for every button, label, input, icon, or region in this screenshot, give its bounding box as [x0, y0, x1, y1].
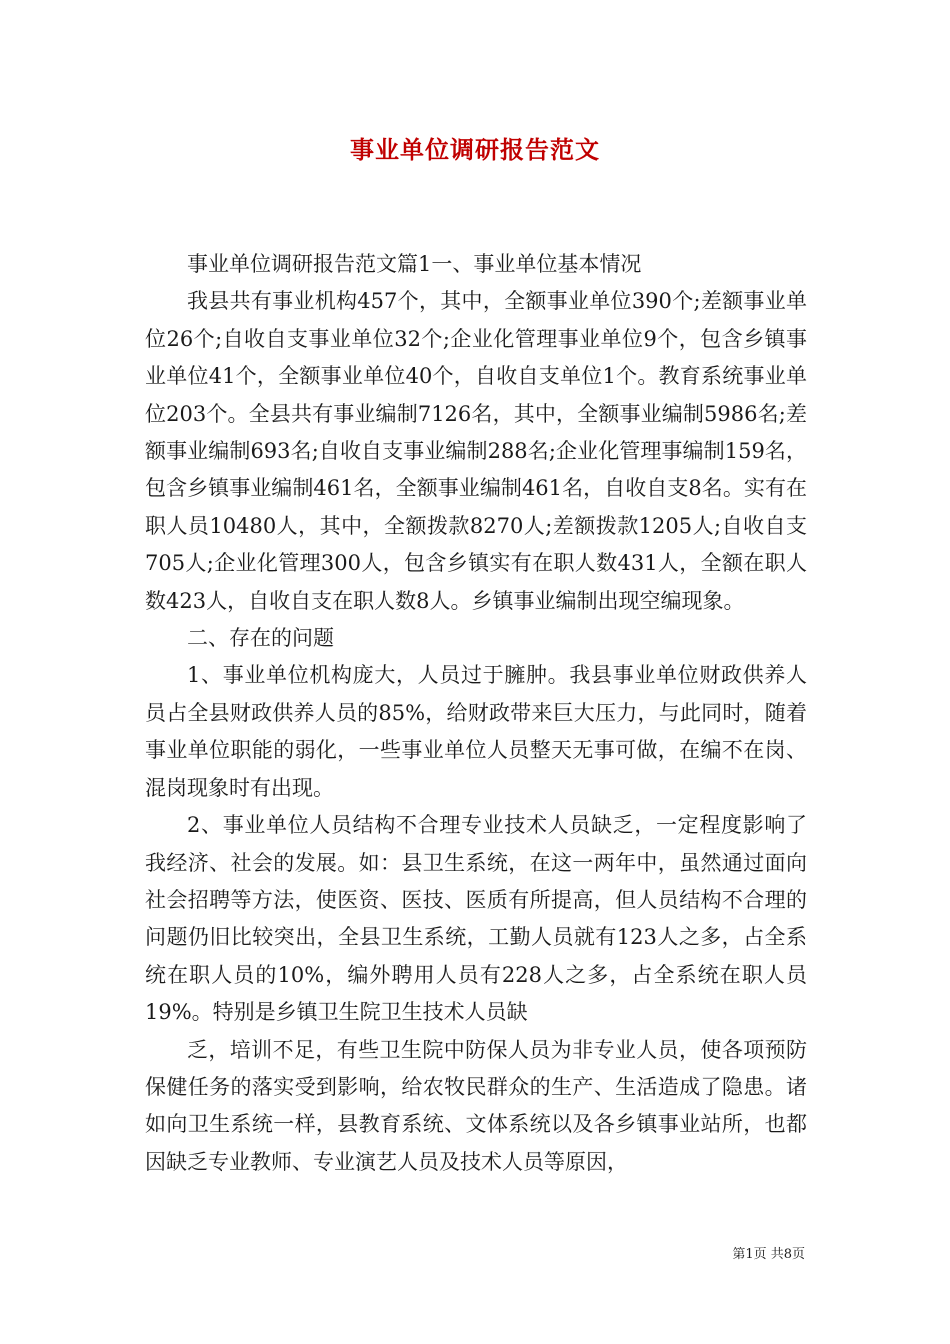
document-body	[145, 246, 807, 1181]
paragraph-problem-1: 1、事业单位机构庞大，人员过于臃肿。我县事业单位财政供养人员占全县财政供养人员的85%，给财政带来巨大压力，与此同时，随着事业单位职能的弱化，一些事业单位人员整天无事可做，在编不在岗、混岗现象时有出现。	[145, 663, 807, 800]
paragraph-problem-2: 2、事业单位人员结构不合理专业技术人员缺乏，一定程度影响了我经济、社会的发展。如：县卫生系统，在这一两年中，虽然通过面向社会招聘等方法，使医资、医技、医质有所提高，但人员结构不合理的问题仍旧比较突出，全县卫生系统，工勤人员就有123人之多，占全系统在职人员的10%，编外聘用人员有228人之多，占全系统在职人员19%。特别是乡镇卫生院卫生技术人员缺	[145, 813, 807, 1025]
paragraph-section-heading-1: 事业单位调研报告范文篇1一、事业单位基本情况	[187, 252, 642, 276]
page-number-footer: 第1页 共8页	[732, 1247, 805, 1262]
paragraph-basic-info: 我县共有事业机构457个，其中，全额事业单位390个;差额事业单位26个;自收自支事业单位32个;企业化管理事业单位9个，包含乡镇事业单位41个，全额事业单位40个，自收自支单位1个。教育系统事业单位203个。全县共有事业编制7126名，其中，全额事业编制5986名;差额事业编制693名;自收自支事业编制288名;企业化管理事编制159名，包含乡镇事业编制461名，全额事业编制461名，自收自支8名。实有在职人员10480人，其中，全额拨款8270人;差额拨款1205人;自收自支705人;企业化管理300人，包含乡镇实有在职人数431人，全额在职人数423人，自收自支在职人数8人。乡镇事业编制出现空编现象。	[145, 289, 807, 613]
paragraph-problem-2-continued: 乏，培训不足，有些卫生院中防保人员为非专业人员，使各项预防保健任务的落实受到影响，给农牧民群众的生产、生活造成了隐患。诸如向卫生系统一样，县教育系统、文体系统以及各乡镇事业站所，也都因缺乏专业教师、专业演艺人员及技术人员等原因，	[145, 1037, 807, 1174]
document-title: 事业单位调研报告范文	[350, 135, 600, 164]
paragraph-section-heading-2: 二、存在的问题	[187, 626, 334, 651]
